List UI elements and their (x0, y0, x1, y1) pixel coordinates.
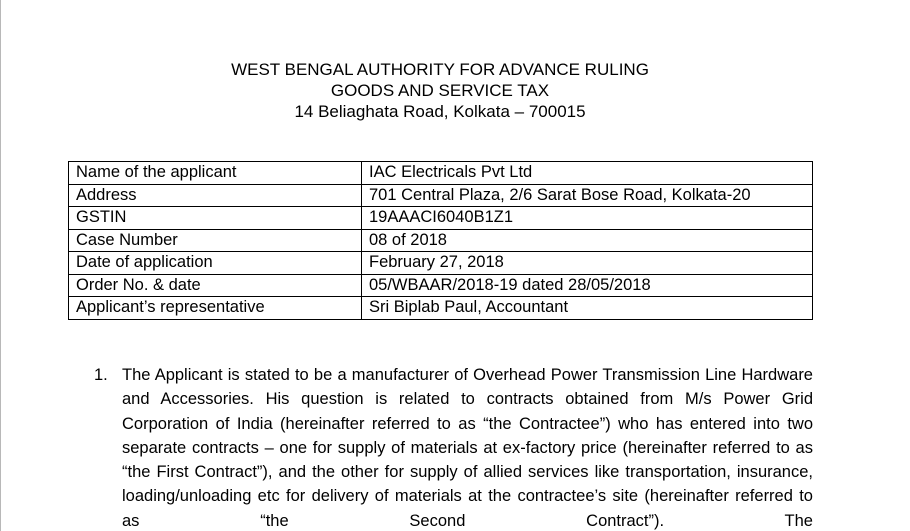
tax-name: GOODS AND SERVICE TAX (330, 81, 550, 100)
applicant-details-table (68, 161, 813, 320)
detail-label: Applicant’s representative (69, 297, 362, 320)
authority-name: WEST BENGAL AUTHORITY FOR ADVANCE RULING (231, 60, 649, 79)
detail-value: 05/WBAAR/2018-19 dated 28/05/2018 (362, 274, 813, 297)
paragraph-number: 1. (94, 366, 108, 384)
detail-value: 08 of 2018 (362, 229, 813, 252)
detail-value: Sri Biplab Paul, Accountant (362, 297, 813, 320)
table-row (69, 162, 813, 185)
authority-address: 14 Beliaghata Road, Kolkata – 700015 (294, 102, 586, 121)
table-row (69, 274, 813, 297)
table-row (69, 184, 813, 207)
detail-label: Name of the applicant (69, 162, 362, 185)
document-header (0, 59, 880, 122)
table-row (69, 207, 813, 230)
table-row (69, 297, 813, 320)
detail-label: Date of application (69, 252, 362, 275)
detail-value: 701 Central Plaza, 2/6 Sarat Bose Road, Kolkata-20 (362, 184, 813, 207)
table-row (69, 229, 813, 252)
detail-label: GSTIN (69, 207, 362, 230)
detail-label: Order No. & date (69, 274, 362, 297)
detail-value: IAC Electricals Pvt Ltd (362, 162, 813, 185)
detail-label: Case Number (69, 229, 362, 252)
detail-label: Address (69, 184, 362, 207)
paragraph-text: The Applicant is stated to be a manufacturer of Overhead Power Transmission Line Hardware and Accessories. His question is related to contracts obtained from M/s Power Grid Corporation of India (hereinafter referred to as “the Contractee”) who has entered into two separate contracts – one for supply of materials at ex-factory price (hereinafter referred to as “the First Contract”), and the other for supply of allied services like transportation, insurance, loading/unloading etc for delivery of materials at the contractee’s site (hereinafter referred to as “the Second Contract”). The (122, 366, 813, 530)
detail-value: February 27, 2018 (362, 252, 813, 275)
table-row (69, 252, 813, 275)
paragraph-1 (94, 363, 813, 531)
detail-value: 19AAACI6040B1Z1 (362, 207, 813, 230)
